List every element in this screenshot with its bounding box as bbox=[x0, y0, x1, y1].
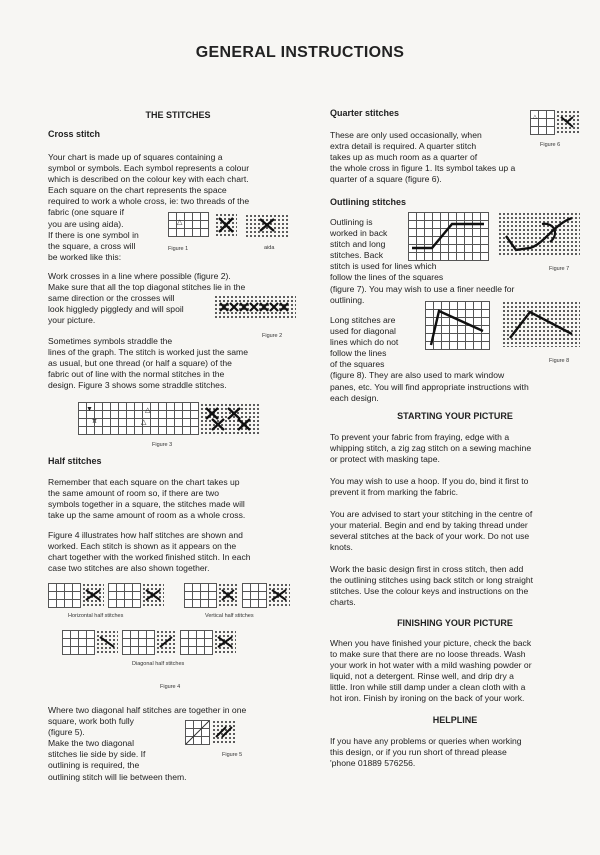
text-line: square, work both fully bbox=[48, 716, 134, 727]
text-line: stitch is used for lines which bbox=[330, 261, 437, 272]
quarter-stitches-para bbox=[330, 130, 575, 185]
triangle-symbol: △ bbox=[177, 219, 183, 226]
text-line: liquid, not a detergent. Rinse well, and drip dry a bbox=[330, 671, 514, 682]
back-stitch-line-icon bbox=[408, 212, 489, 261]
diagonal-half-chart-1 bbox=[62, 630, 95, 655]
figure-2-label: Figure 2 bbox=[262, 333, 283, 339]
text-line: These are only used occasionally, when bbox=[330, 130, 482, 140]
text-line: the whole cross in figure 1. Its symbol takes up a bbox=[330, 163, 516, 174]
helpline-heading: HELPLINE bbox=[432, 715, 478, 725]
text-line: Make the two diagonal bbox=[48, 738, 134, 749]
half-stitches-heading: Half stitches bbox=[48, 456, 102, 466]
text-line: Remember that each square on the chart takes up bbox=[48, 477, 240, 487]
vertical-half-chart-2 bbox=[242, 583, 267, 608]
text-line: If there is one symbol in bbox=[48, 229, 139, 240]
triangle-symbol: △ bbox=[533, 114, 537, 120]
page-title: GENERAL INSTRUCTIONS bbox=[195, 44, 405, 61]
half-cross-icon bbox=[220, 588, 236, 602]
text-line: symbols together in a square, the stitches made will bbox=[48, 499, 245, 510]
figure-8-label: Figure 8 bbox=[549, 358, 570, 364]
half-cross-icon bbox=[216, 635, 234, 649]
finishing-para bbox=[330, 638, 580, 705]
text-line: worked. Each stitch is shown as it appears on the bbox=[48, 541, 237, 552]
outline-curve-icon bbox=[502, 214, 578, 256]
text-line: (figure 8). They are also used to mark window bbox=[330, 370, 505, 381]
text-line: lines which do not bbox=[330, 337, 399, 348]
text-line: 'phone 01889 576256. bbox=[330, 758, 416, 769]
vertical-half-chart-1 bbox=[184, 583, 217, 608]
text-line: You may wish to use a hoop. If you do, bind it first to bbox=[330, 476, 529, 486]
horizontal-half-label: Horizontal half stitches bbox=[68, 613, 124, 619]
text-line: outlining is required, the bbox=[48, 760, 140, 771]
figure-5-label: Figure 5 bbox=[222, 752, 243, 758]
text-line: takes up as much room as a quarter of bbox=[330, 152, 478, 163]
text-line: your material. Begin and end by taking thread under bbox=[330, 520, 528, 531]
text-line: take up the same amount of room as a whole cross. bbox=[48, 510, 246, 521]
text-line: extra detail is required. A quarter stitch bbox=[330, 141, 477, 152]
diagonal-half-chart-3 bbox=[180, 630, 213, 655]
text-line: follow the lines of the squares bbox=[330, 272, 444, 283]
text-line: look higgledy piggledy and will spoil bbox=[48, 304, 184, 315]
text-line: worked in back bbox=[330, 228, 388, 239]
text-line: hot iron. Finish by ironing on the back of your work. bbox=[330, 693, 525, 704]
diagonal-half-label: Diagonal half stitches bbox=[132, 661, 185, 667]
cross-stitch-heading: Cross stitch bbox=[48, 129, 101, 139]
half-cross-icon bbox=[144, 588, 162, 602]
text-line: the outlining stitches using back stitch or long straight bbox=[330, 575, 534, 586]
straddle-symbol-a: ▼ bbox=[86, 406, 93, 413]
text-line: same direction or the crosses will bbox=[48, 293, 175, 304]
half-cross-icon bbox=[84, 588, 102, 602]
text-line: When you have finished your picture, check the back bbox=[330, 638, 532, 648]
figure-3-label: Figure 3 bbox=[152, 442, 173, 448]
text-line: as usual, but one thread (or half a square) of the bbox=[48, 358, 232, 369]
text-line: this design, or if you run short of thread please bbox=[330, 747, 507, 758]
quarter-stitches-heading: Quarter stitches bbox=[330, 108, 400, 118]
text-line: lines of the graph. The stitch is worked just the same bbox=[48, 347, 248, 358]
double-diagonal-icon bbox=[214, 725, 234, 739]
text-line: you are using aida). bbox=[48, 218, 124, 229]
the-stitches-heading: THE STITCHES bbox=[145, 110, 211, 120]
text-line: If you have any problems or queries when working bbox=[330, 736, 522, 746]
text-line: case two stitches are also shown together. bbox=[48, 563, 210, 574]
text-line: several stitches at the back of your work. Do not use bbox=[330, 531, 530, 542]
starting-para-1 bbox=[330, 432, 580, 465]
finishing-your-picture-heading: FINISHING YOUR PICTURE bbox=[397, 618, 513, 628]
half-stitches-para-2 bbox=[48, 530, 312, 574]
text-line: fabric out of line with the normal stitches in the bbox=[48, 369, 225, 380]
diagonal-split-icon bbox=[186, 721, 209, 744]
text-line: the same amount of room so, if there are two bbox=[48, 488, 220, 499]
cross-stitch-icon bbox=[218, 217, 234, 233]
text-line: symbol or symbols. Each symbol represents a colour bbox=[48, 163, 250, 174]
text-line: follow the lines bbox=[330, 348, 387, 359]
triangle-symbol: △ bbox=[145, 407, 151, 414]
figure-1-chart-grid bbox=[168, 212, 209, 237]
text-line: the square, a cross will bbox=[48, 240, 136, 251]
text-line: stitches lie side by side. If bbox=[48, 749, 146, 760]
text-line: fabric (one square if bbox=[48, 207, 124, 218]
text-line: knots. bbox=[330, 542, 353, 553]
text-line: Each square on the chart represents the space bbox=[48, 185, 227, 196]
row-of-crosses-icon bbox=[218, 302, 292, 312]
figure-4-label: Figure 4 bbox=[160, 684, 181, 690]
diagonal-half-chart-2 bbox=[122, 630, 155, 655]
outlining-stitches-heading: Outlining stitches bbox=[330, 197, 407, 207]
text-line: Figure 4 illustrates how half stitches are shown and bbox=[48, 530, 243, 540]
text-line: prevent it from marking the fabric. bbox=[330, 487, 458, 498]
half-stitches-para-1 bbox=[48, 477, 310, 521]
straddle-cross-icon bbox=[204, 406, 256, 432]
starting-para-3 bbox=[330, 509, 580, 553]
starting-para-4 bbox=[330, 564, 580, 608]
text-line: Outlining is bbox=[330, 217, 373, 227]
text-line: of the squares bbox=[330, 359, 385, 370]
text-line: stitch and long bbox=[330, 239, 386, 250]
text-line: (figure 5). bbox=[48, 727, 85, 738]
text-line: or protect with masking tape. bbox=[330, 454, 440, 465]
text-line: be worked like this: bbox=[48, 251, 122, 262]
text-line: required to work a whole cross, ie: two threads of the bbox=[48, 196, 250, 207]
text-line: (figure 7). You may wish to use a finer needle for bbox=[330, 283, 515, 294]
figure-1-label: Figure 1 bbox=[168, 246, 189, 252]
text-line: charts. bbox=[330, 597, 356, 608]
text-line: Work the basic design first in cross stitch, then add bbox=[330, 564, 524, 574]
horizontal-half-chart-1 bbox=[48, 583, 81, 608]
text-line: Where two diagonal half stitches are together in one bbox=[48, 705, 247, 715]
half-stitches-para-3 bbox=[48, 705, 318, 783]
text-line: which is described on the colour key with each chart. bbox=[48, 174, 249, 185]
text-line: outlining. bbox=[330, 294, 365, 305]
text-line: chart together with the worked finished stitch. In each bbox=[48, 552, 251, 563]
text-line: stitches. Back bbox=[330, 250, 384, 261]
text-line: Make sure that all the top diagonal stitches lie in the bbox=[48, 282, 246, 293]
text-line: You are advised to start your stitching in the centre of bbox=[330, 509, 533, 519]
text-line: Sometimes symbols straddle the bbox=[48, 336, 173, 346]
half-cross-icon bbox=[270, 588, 288, 602]
quarter-cross-icon bbox=[559, 115, 577, 129]
text-line: stitches. Use the colour keys and instructions on the bbox=[330, 586, 529, 597]
text-line: your work in hot water with a mild washing powder or bbox=[330, 660, 532, 671]
text-line: each design. bbox=[330, 392, 379, 403]
text-line: panes, etc. You will find appropriate instructions with bbox=[330, 381, 529, 392]
triangle-symbol: △ bbox=[141, 419, 147, 426]
text-line: used for diagonal bbox=[330, 326, 396, 337]
half-cross-icon bbox=[98, 635, 116, 649]
text-line: Work crosses in a line where possible (figure 2). bbox=[48, 271, 231, 281]
half-cross-icon bbox=[158, 635, 174, 649]
text-line: Your chart is made up of squares containing a bbox=[48, 152, 223, 162]
aida-cross-icon bbox=[252, 217, 282, 233]
figure-7-label: Figure 7 bbox=[549, 266, 570, 272]
starting-your-picture-heading: STARTING YOUR PICTURE bbox=[397, 411, 513, 421]
text-line: design. Figure 3 shows some straddle stitches. bbox=[48, 380, 227, 391]
starting-para-2 bbox=[330, 476, 580, 498]
text-line: To prevent your fabric from fraying, edge with a bbox=[330, 432, 510, 442]
helpline-para bbox=[330, 736, 580, 769]
text-line: Long stitches are bbox=[330, 315, 396, 325]
long-stitch-worked-icon bbox=[504, 304, 578, 344]
aida-label: aida bbox=[264, 245, 275, 251]
text-line: outlining stitch will lie between them. bbox=[48, 771, 187, 782]
text-line: your picture. bbox=[48, 315, 96, 326]
figure-6-label: Figure 6 bbox=[540, 142, 561, 148]
straddle-symbol-b: π bbox=[92, 418, 97, 425]
text-line: whipping stitch, a zig zag stitch on a sewing machine bbox=[330, 443, 532, 454]
text-line: little. Iron while still damp under a clean cloth with a bbox=[330, 682, 526, 693]
text-line: quarter of a square (figure 6). bbox=[330, 174, 442, 185]
long-stitch-line-icon bbox=[425, 301, 490, 350]
vertical-half-label: Vertical half stitches bbox=[205, 613, 254, 619]
text-line: to make sure that there are no loose threads. Wash bbox=[330, 649, 526, 660]
cross-stitch-para-3 bbox=[48, 336, 310, 391]
horizontal-half-chart-2 bbox=[108, 583, 141, 608]
